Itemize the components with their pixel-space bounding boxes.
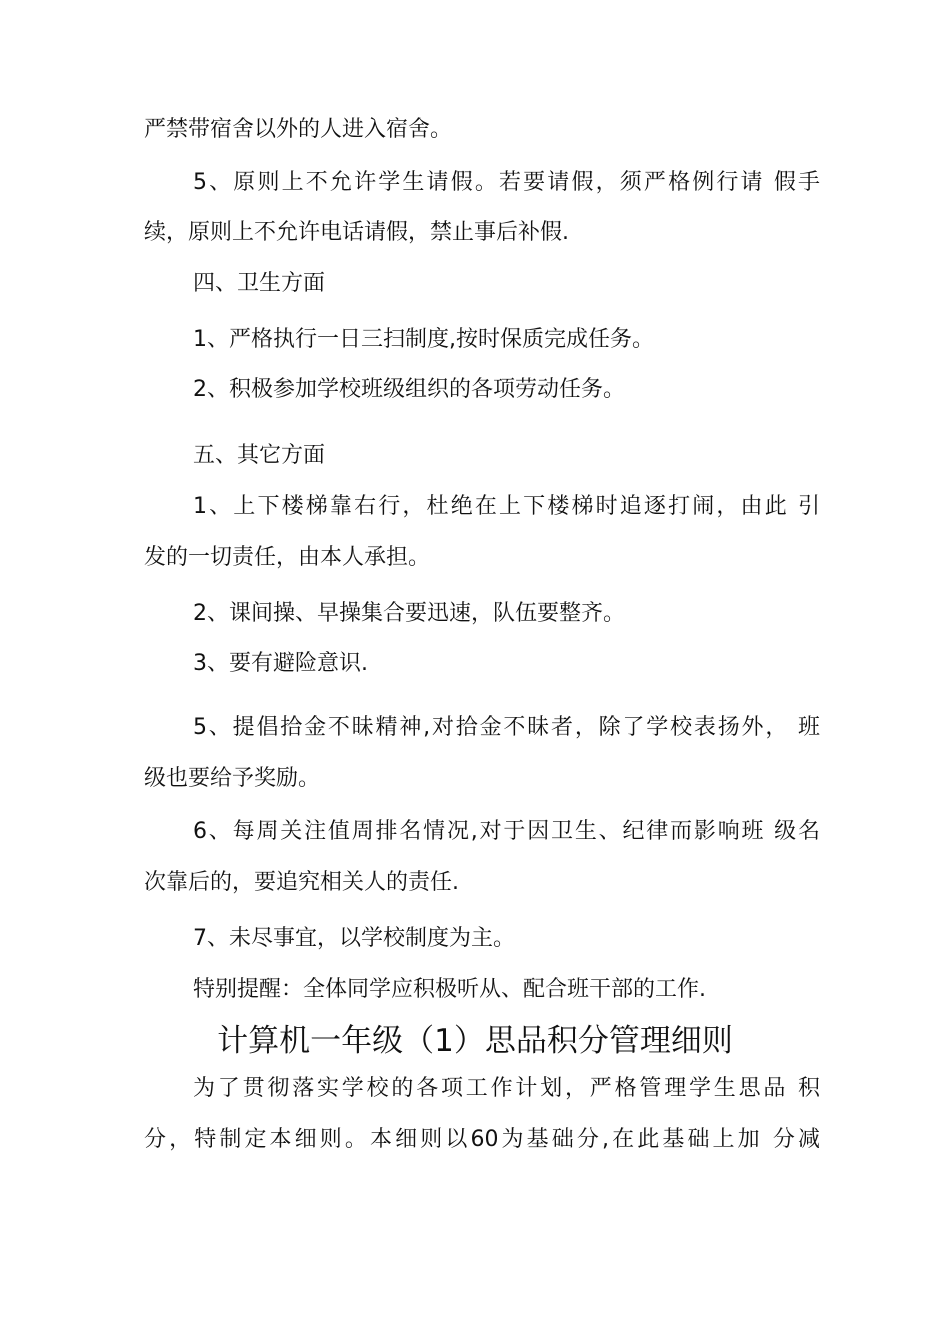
text-line: 7、未尽事宜，以学校制度为主。 xyxy=(193,926,515,951)
text-line: 3、要有避险意识. xyxy=(193,651,368,676)
text-line: 1、严格执行一日三扫制度,按时保质完成任务。 xyxy=(193,327,654,352)
text-line: 级也要给予奖励。 xyxy=(144,766,321,791)
text-line: 发的一切责任，由本人承担。 xyxy=(144,545,431,570)
text-line: 5、原则上不允许学生请假。若要请假，须严格例行请 假手 xyxy=(193,170,820,195)
document-title: 计算机一年级（1）思品积分管理细则 xyxy=(217,1023,733,1059)
text-line: 为了贯彻落实学校的各项工作计划，严格管理学生思品 积 xyxy=(193,1076,820,1101)
section-heading: 五、其它方面 xyxy=(193,443,326,468)
text-line: 5、提倡拾金不昧精神,对拾金不昧者，除了学校表扬外， 班 xyxy=(193,715,820,740)
text-line: 续，原则上不允许电话请假，禁止事后补假. xyxy=(144,220,569,245)
section-heading: 四、卫生方面 xyxy=(193,271,326,296)
text-line: 6、每周关注值周排名情况,对于因卫生、纪律而影响班 级名 xyxy=(193,819,820,844)
text-line: 2、积极参加学校班级组织的各项劳动任务。 xyxy=(193,377,625,402)
text-line: 次靠后的，要追究相关人的责任. xyxy=(144,870,459,895)
text-line: 严禁带宿舍以外的人进入宿舍。 xyxy=(144,117,453,142)
text-line: 1、上下楼梯靠右行，杜绝在上下楼梯时追逐打闹，由此 引 xyxy=(193,494,820,519)
text-line: 分，特制定本细则。本细则以60为基础分,在此基础上加 分减 xyxy=(144,1127,820,1152)
text-line: 特别提醒：全体同学应积极听从、配合班干部的工作. xyxy=(193,977,706,1002)
text-line: 2、课间操、早操集合要迅速，队伍要整齐。 xyxy=(193,601,625,626)
